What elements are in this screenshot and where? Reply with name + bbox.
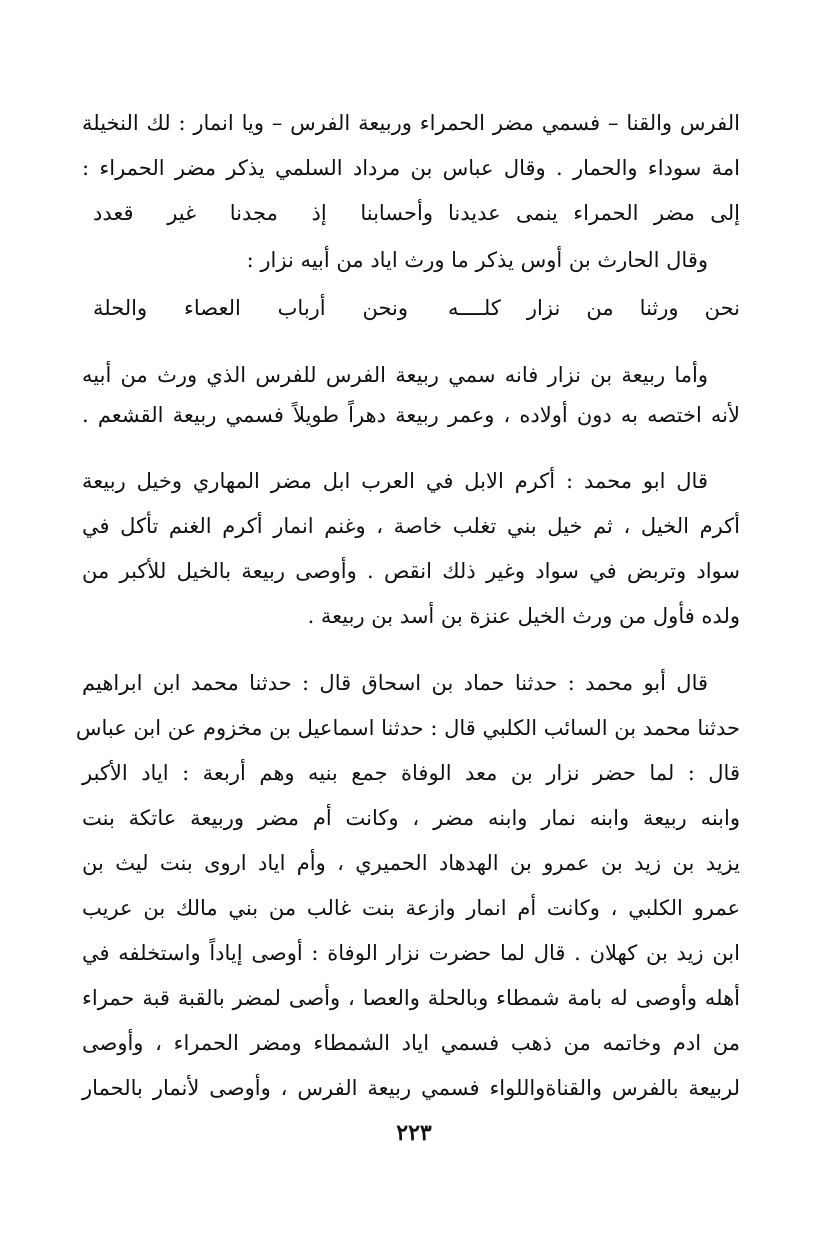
text-line-9: ولده فأول من ورث الخيل عنزة بن أسد بن ربيعة . [307,604,740,628]
poem2-hemistich-2: ونحن أرباب العصاء والحلة [93,296,408,320]
text-line-6: قال ابو محمد : أكرم الابل في العرب ابل مضر المهاري وخيل ربيعة [82,469,708,493]
text-line-18: من ادم وخاتمه من ذهب فسمي اياد الشمطاء ومضر الحمراء ، وأوصى [82,1031,740,1055]
text-line-16: ابن زيد بن كهلان . قال لما حضرت نزار الوفاة : أوصى إياداً واستخلفه في [82,941,740,965]
text-line-8: سواد وتربض في سواد وغير ذلك انقص . وأوصى ربيعة بالخيل للأكبر من [82,559,740,583]
poem1-hemistich-1: إلى مضر الحمراء ينمى عديدنا [448,201,740,225]
text-line-5: لأنه اختصه به دون أولاده ، وعمر ربيعة دهراً طويلاً فسمي ربيعة القشعم . [82,403,740,427]
text-line-12: قال : لما حضر نزار بن معد الوفاة جمع بنيه وهم أربعة : اياد الأكبر [82,761,740,785]
text-line-19: لربيعة بالفرس والقناةواللواء فسمي ربيعة الفرس ، وأوصى لأنمار بالحمار [82,1076,740,1100]
text-line-13: وابنه ربيعة وابنه نمار وابنه مضر ، وكانت أم مضر وربيعة عاتكة بنت [82,806,740,830]
text-line-15: عمرو الكلبي ، وكانت أم انمار وازعة بنت غالب من بني مالك بن عريب [82,896,740,920]
text-line-14: يزيد بن زيد بن عمرو بن الهدهاد الحميري ، وأم اياد اروى بنت ليث بن [82,851,740,875]
text-line-2: امة سوداء والحمار . وقال عباس بن مرداد السلمي يذكر مضر الحمراء : [82,156,740,180]
text-line-3: وقال الحارث بن أوس يذكر ما ورث اياد من أبيه نزار : [246,248,708,272]
text-line-10: قال أبو محمد : حدثنا حماد بن اسحاق قال : حدثنا محمد ابن ابراهيم [82,671,708,695]
text-line-7: أكرم الخيل ، ثم خيل بني تغلب خاصة ، وغنم انمار أكرم الغنم تأكل في [82,514,740,538]
page-number: ٢٢٣ [396,1120,432,1146]
text-line-1: الفرس والقنا – فسمي مضر الحمراء وربيعة الفرس – ويا انمار : لك النخيلة [82,111,740,135]
text-line-11: حدثنا محمد بن السائب الكلبي قال : حدثنا اسماعيل بن مخزوم عن ابن عباس [75,716,740,740]
poem2-hemistich-1: نحن ورثنا من نزار كلــــه [448,296,740,320]
text-line-4: وأما ربيعة بن نزار فانه سمي ربيعة الفرس للفرس الذي ورث من أبيه [82,363,708,387]
poem1-hemistich-2: وأحسابنا إذ مجدنا غير قعدد [93,201,433,225]
text-line-17: أهله وأوصى له بامة شمطاء وبالحلة والعصا ، وأصى لمضر بالقبة قبة حمراء [82,986,740,1010]
